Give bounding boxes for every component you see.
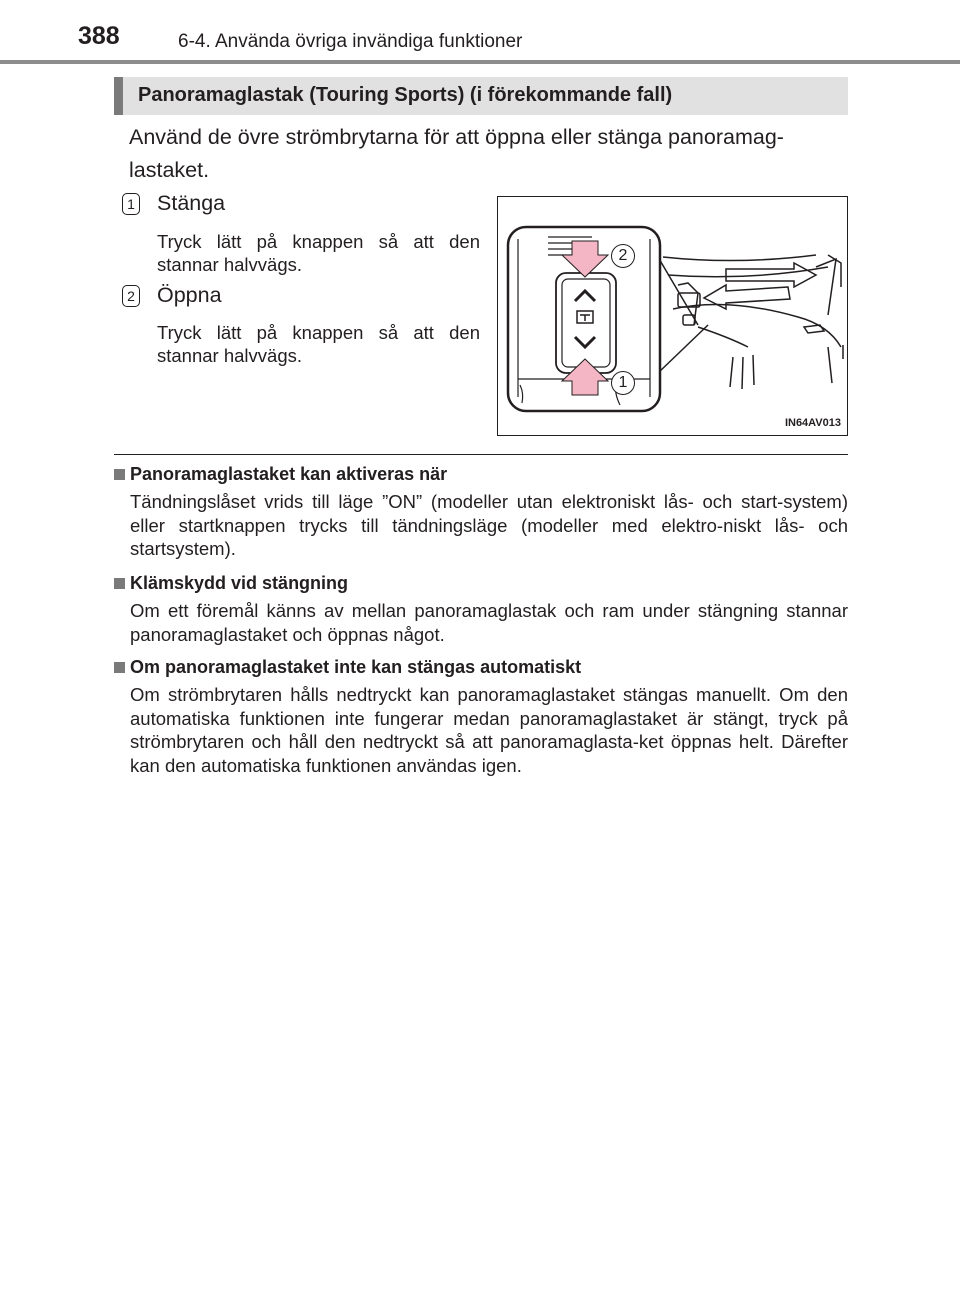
section-divider: [114, 454, 848, 455]
note-heading: [114, 462, 848, 487]
intro-text: Använd de övre strömbrytarna för att öppna eller stänga panoramag-lastaket.: [129, 125, 784, 182]
note-heading-text: Panoramaglastaket kan aktiveras när: [130, 464, 448, 484]
note-heading: [114, 655, 848, 680]
note-activation: [114, 462, 848, 561]
page-number: 388: [78, 22, 120, 50]
section-title-bar: [114, 77, 848, 115]
note-manual-close: [114, 655, 848, 777]
chapter-title: 6-4. Använda övriga invändiga funktioner: [178, 31, 523, 52]
square-bullet-icon: [114, 469, 125, 480]
section-title: Panoramaglastak (Touring Sports) (i förekommande fall): [138, 84, 673, 106]
switch-illustration-drawing: [498, 197, 848, 436]
item-number-badge: 2: [122, 285, 140, 307]
note-body: Om strömbrytaren hålls nedtryckt kan panoramaglastaket stängas manuellt. Om den automatiska funktionen inte fungerar medan panoramaglastaket är stängt, tryck på strömbrytaren och håll den nedtryckt så att panoramaglasta-ket öppnas helt. Därefter kan den automatiska funktionen användas igen.: [130, 684, 848, 776]
figure-code: IN64AV013: [784, 417, 841, 429]
note-body: Tändningslåset vrids till läge ”ON” (modeller utan elektroniskt lås- och start-system) eller startknappen trycks till tändningsläge (modeller med elektro-niskt lås- och startsystem).: [130, 491, 848, 559]
square-bullet-icon: [114, 662, 125, 673]
item-label-open: Öppna: [157, 283, 222, 307]
item-description-close: Tryck lätt på knappen så att den stannar halvvägs.: [157, 231, 480, 275]
note-pinch-protection: [114, 571, 848, 646]
figure-callout-2: 2: [611, 244, 635, 268]
square-bullet-icon: [114, 578, 125, 589]
switch-illustration: [497, 196, 848, 436]
header-rule: [0, 60, 960, 64]
note-body: Om ett föremål känns av mellan panoramaglastak och ram under stängning stannar panoramaglastaket och öppnas något.: [130, 600, 848, 645]
item-number-badge: 1: [122, 193, 140, 215]
note-heading: [114, 571, 848, 596]
figure-callout-1: 1: [611, 371, 635, 395]
item-label-close: Stänga: [157, 191, 226, 215]
item-description-open: Tryck lätt på knappen så att den stannar halvvägs.: [157, 322, 480, 366]
note-heading-text: Om panoramaglastaket inte kan stängas automatiskt: [130, 657, 582, 677]
note-heading-text: Klämskydd vid stängning: [130, 573, 349, 593]
